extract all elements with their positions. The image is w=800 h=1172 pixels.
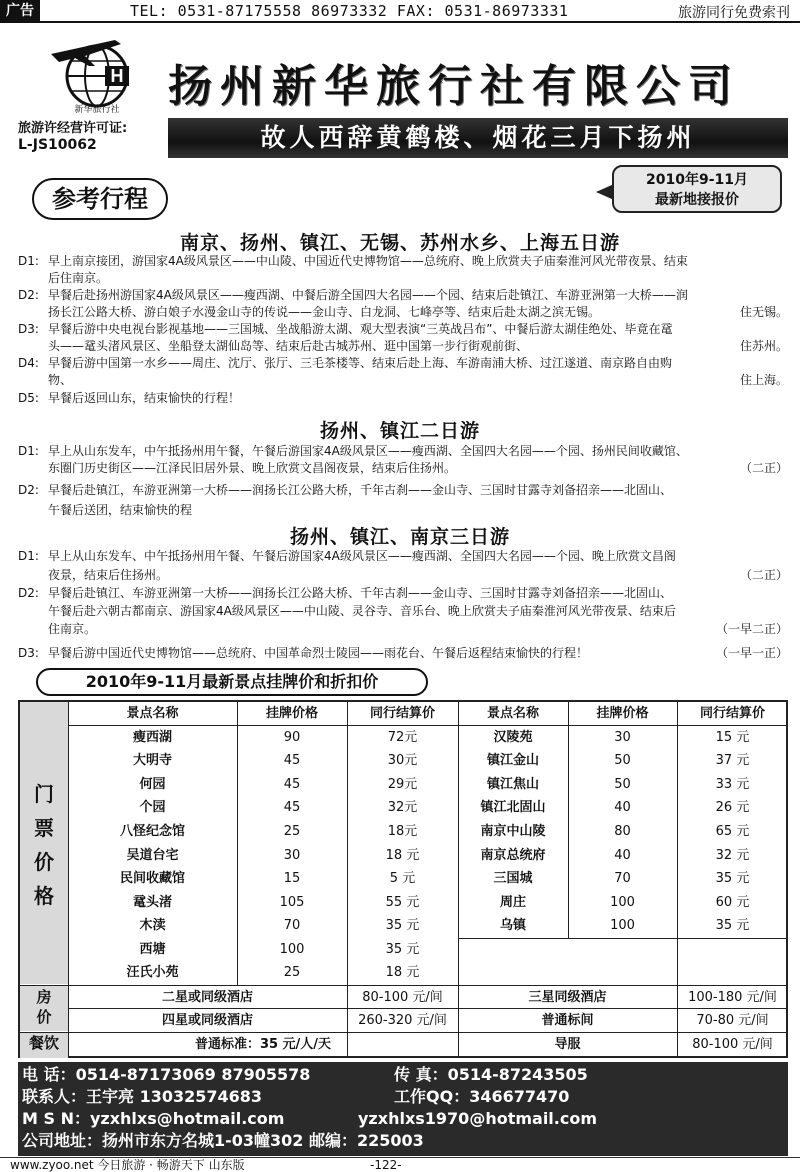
itinerary-day <box>18 321 788 355</box>
room-price: 100-180 元/间 <box>688 990 777 1005</box>
bubble-line-2: 最新地接报价 <box>655 192 739 208</box>
contact-block <box>18 1062 788 1156</box>
day-tail: （一早二正） <box>715 622 788 636</box>
meal-label: 餐饮 <box>20 1032 68 1058</box>
list-price: 50 <box>614 753 631 768</box>
day-tail: 住苏州。 <box>739 339 788 353</box>
itinerary-day <box>18 645 788 662</box>
attraction-name: 南京总统府 <box>480 848 546 863</box>
list-price: 100 <box>610 918 635 933</box>
agency-price: 37 元 <box>715 753 750 768</box>
agency-price: 5 元 <box>389 871 416 886</box>
logo-letter: H <box>110 66 124 86</box>
agency-price: 35 元 <box>715 871 750 886</box>
license-number: L-JS10062 <box>18 137 97 153</box>
day-text: 早餐后返回山东，结束愉快的行程！ <box>48 391 241 405</box>
itinerary-day <box>18 585 788 639</box>
itinerary-day <box>18 253 788 287</box>
ad-label: 广告 <box>0 0 40 22</box>
agency-price: 60 元 <box>715 895 750 910</box>
list-price: 105 <box>279 895 305 910</box>
agency-price: 72元 <box>387 730 418 745</box>
list-price: 90 <box>283 730 301 745</box>
itinerary-day <box>18 355 788 389</box>
agency-price: 35 元 <box>385 942 420 957</box>
attraction-name: 汉陵苑 <box>493 730 533 745</box>
list-price: 40 <box>614 800 631 815</box>
attraction-name: 南京中山陵 <box>480 824 546 839</box>
msn-2: yzxhlxs1970@hotmail.com <box>358 1109 598 1128</box>
footer <box>0 1157 800 1172</box>
phone: 电 话：0514-87173069 87905578 <box>22 1065 311 1084</box>
room-label <box>20 985 68 1031</box>
logo-caption: 新华旅行社 <box>74 105 120 114</box>
day-label: D2: <box>18 586 39 600</box>
msn: M S N：yzxhlxs@hotmail.com <box>22 1109 285 1128</box>
day-label: D5: <box>18 391 39 405</box>
day-label: D1: <box>18 444 39 458</box>
attraction-name: 乌镇 <box>499 918 526 933</box>
day-text: 住南京。 <box>48 622 97 636</box>
room-label-char: 价 <box>36 1008 52 1026</box>
price-table-title: 2010年9-11月最新景点挂牌价和折扣价 <box>36 668 428 696</box>
day-text: 早上从山东发车，中午抵扬州用午餐，午餐后游国家4A级风景区——瘦西湖、全国四大名园——个园、扬州民间收藏馆、 <box>48 444 688 458</box>
agency-price: 30元 <box>387 753 418 768</box>
day-label: D4: <box>18 356 39 370</box>
header-cell: 同行结算价 <box>699 706 765 721</box>
room-label-char: 房 <box>36 988 52 1006</box>
page-number: -122- <box>370 1158 402 1172</box>
license-info <box>18 121 127 153</box>
itinerary-day <box>18 482 788 516</box>
price-table <box>18 700 788 1058</box>
day-text: 头——鼋头渚风景区、坐船登太湖仙岛等、结束后赴古城苏州、逛中国第一步行街观前街、 <box>48 339 529 353</box>
agency-price: 15 元 <box>715 730 750 745</box>
fax: 传 真：0514-87243505 <box>394 1065 588 1084</box>
room-type: 三星同级酒店 <box>528 990 607 1005</box>
attraction-name: 大明寺 <box>132 753 172 768</box>
attraction-name: 镇江金山 <box>486 753 539 768</box>
room-type: 二星或同级酒店 <box>161 990 253 1005</box>
agency-price: 55 元 <box>385 895 420 910</box>
room-type: 普通标间 <box>541 1013 594 1028</box>
list-price: 70 <box>614 871 631 886</box>
header-cell: 同行结算价 <box>369 706 435 721</box>
attraction-name: 镇江焦山 <box>486 777 539 792</box>
header-cell: 挂牌价格 <box>596 706 649 721</box>
day-text: 早上从山东发车、中午抵扬州用午餐、午餐后游国家4A级风景区——瘦西湖、全国四大名园——个园、晚上欣赏文昌阁 <box>48 549 676 563</box>
attraction-name: 三国城 <box>493 871 533 886</box>
day-tail: 住上海。 <box>739 373 788 387</box>
ticket-label <box>20 702 68 984</box>
contact-row <box>22 1130 784 1152</box>
tour-title: 扬州、镇江二日游 <box>319 420 480 442</box>
list-price: 100 <box>610 895 635 910</box>
agency-price: 32元 <box>387 800 418 815</box>
agency-price: 32 元 <box>715 848 750 863</box>
list-price: 25 <box>283 824 301 839</box>
agency-price: 33 元 <box>715 777 750 792</box>
section-title: 参考行程 <box>32 178 168 220</box>
itinerary-day <box>18 548 788 582</box>
contact-person: 联系人：王宇亮 13032574683 <box>22 1087 263 1106</box>
room-price: 80-100 元/间 <box>362 990 443 1005</box>
grid-line <box>458 938 786 939</box>
attraction-name: 八怪纪念馆 <box>119 824 185 839</box>
guide-label: 导服 <box>554 1037 581 1052</box>
room-price: 260-320 元/间 <box>358 1013 447 1028</box>
day-text: 物、 <box>48 373 73 387</box>
list-price: 45 <box>283 753 301 768</box>
agency-price: 18 元 <box>385 848 420 863</box>
qq: 工作QQ：346677470 <box>394 1087 570 1106</box>
day-label: D2: <box>18 288 39 302</box>
attraction-name: 西塘 <box>139 942 166 957</box>
list-price: 45 <box>283 777 301 792</box>
day-text: 夜景，结束后住扬州。 <box>48 568 169 582</box>
list-price: 25 <box>283 965 301 980</box>
list-price: 50 <box>614 777 631 792</box>
day-text: 早餐后游中国近代史博物馆——总统府、中国革命烈士陵园——雨花台、午餐后返程结束愉快的行程！ <box>48 646 589 660</box>
list-price: 30 <box>614 730 631 745</box>
itinerary-day <box>18 443 788 477</box>
day-text: 早餐后游中国第一水乡——周庄、沈厅、张厅、三毛茶楼等、结束后赴上海、车游南浦大桥、过江遂道、南京路自由购 <box>48 356 673 370</box>
attraction-name: 何园 <box>139 777 166 792</box>
ticket-label-char: 票 <box>34 816 54 840</box>
agency-price: 29元 <box>387 777 418 792</box>
day-label: D1: <box>18 549 39 563</box>
agency-price: 18元 <box>387 824 418 839</box>
ticket-label-char: 价 <box>34 850 54 874</box>
address: 公司地址：扬州市东方名城1-03幢302 邮编：225003 <box>22 1131 424 1150</box>
attraction-name: 瘦西湖 <box>132 730 172 745</box>
day-text: 午餐后送团，结束愉快的程 <box>48 503 193 517</box>
bubble-line-1: 2010年9-11月 <box>646 172 748 188</box>
contact-row <box>22 1064 784 1086</box>
day-text: 早上南京接团，游国家4A级风景区——中山陵、中国近代史博物馆——总统府、晚上欣赏夫子庙秦淮河风光带夜景、结束 <box>48 254 688 268</box>
top-right-text: 旅游同行免费索刊 <box>678 5 790 21</box>
day-label: D3: <box>18 322 39 336</box>
tel-fax: TEL: 0531-87175558 86973332 FAX: 0531-86973331 <box>130 2 569 20</box>
attraction-name: 民间收藏馆 <box>119 871 185 886</box>
agency-price: 35 元 <box>715 918 750 933</box>
itinerary-day <box>18 287 788 321</box>
company-logo <box>45 36 143 114</box>
list-price: 80 <box>614 824 631 839</box>
license-label: 旅游许经营许可证: <box>18 121 128 136</box>
meal-standard: 普通标准：35 元/人/天 <box>194 1037 332 1052</box>
agency-price: 35 元 <box>385 918 420 933</box>
day-text: 早餐后赴扬州游国家4A级风景区——瘦西湖、中餐后游全国四大名园——个园、结束后赴镇江、车游亚洲第一大桥——润 <box>48 288 688 302</box>
header-cell: 景点名称 <box>126 706 179 721</box>
room-type: 四星或同级酒店 <box>161 1013 253 1028</box>
day-tail: （一早一正） <box>715 646 788 660</box>
room-price: 70-80 元/间 <box>696 1013 769 1028</box>
attraction-name: 鼋头渚 <box>132 895 172 910</box>
tour-title: 南京、扬州、镇江、无锡、苏州水乡、上海五日游 <box>179 232 620 254</box>
footer-site: www.zyoo.net 今日旅游 · 畅游天下 山东版 <box>10 1158 245 1172</box>
day-text: 早餐后赴镇江，车游亚洲第一大桥——润扬长江公路大桥，千年古刹——金山寺、三国时甘露寺刘备招亲——北固山、 <box>48 483 673 497</box>
slogan-banner: 故人西辞黄鹤楼、烟花三月下扬州 <box>168 118 788 158</box>
contact-row <box>22 1108 784 1130</box>
list-price: 45 <box>283 800 301 815</box>
itinerary-day <box>18 390 788 407</box>
day-tail: （二正） <box>739 568 788 582</box>
top-bar <box>0 0 800 22</box>
tour-title: 扬州、镇江、南京三日游 <box>289 526 510 548</box>
list-price: 70 <box>283 918 301 933</box>
list-price: 15 <box>283 871 301 886</box>
day-label: D2: <box>18 483 39 497</box>
contact-row <box>22 1086 784 1108</box>
header-cell: 景点名称 <box>486 706 539 721</box>
day-tail: （二正） <box>739 461 788 475</box>
globe-plane-icon <box>45 36 143 114</box>
day-text: 早餐后赴镇江、车游亚洲第一大桥——润扬长江公路大桥、千年古刹——金山寺、三国时甘露寺刘备招亲——北固山、 <box>48 586 673 600</box>
list-price: 30 <box>283 848 301 863</box>
agency-price: 18 元 <box>385 965 420 980</box>
guide-price: 80-100 元/间 <box>692 1037 773 1052</box>
day-text: 午餐后赴六朝古都南京、游国家4A级风景区——中山陵、灵谷寺、音乐台、晚上欣赏夫子庙秦淮河风光带夜景、结束后 <box>48 604 676 618</box>
attraction-name: 吴道台宅 <box>126 848 179 863</box>
day-label: D1: <box>18 254 39 268</box>
day-tail: 住无锡。 <box>739 305 788 319</box>
attraction-name: 木渎 <box>139 918 166 933</box>
agency-price: 65 元 <box>715 824 750 839</box>
attraction-name: 个园 <box>139 800 166 815</box>
day-text: 东圈门历史街区——江泽民旧居外景、晚上欣赏文昌阁夜景，结束后住扬州。 <box>48 461 457 475</box>
agency-price: 26 元 <box>715 800 750 815</box>
attraction-name: 镇江北固山 <box>480 800 546 815</box>
attraction-name: 汪氏小苑 <box>126 965 179 980</box>
ticket-label-char: 格 <box>34 884 54 908</box>
date-bubble <box>612 165 782 213</box>
list-price: 40 <box>614 848 631 863</box>
top-divider <box>0 21 800 23</box>
day-text: 后住南京。 <box>48 271 109 285</box>
header-cell: 挂牌价格 <box>265 706 318 721</box>
company-name: 扬州新华旅行社有限公司 <box>168 61 740 112</box>
list-price: 100 <box>279 942 305 957</box>
day-text: 扬长江公路大桥、游白娘子水漫金山寺的传说——金山寺、白龙洞、七峰亭等、结束后赴太湖之滨无锡。 <box>48 305 601 319</box>
day-label: D3: <box>18 646 39 660</box>
attraction-name: 周庄 <box>499 895 526 910</box>
ticket-label-char: 门 <box>34 782 54 806</box>
day-text: 早餐后游中央电视台影视基地——三国城、坐战船游太湖、观大型表演“三英战吕布”、中餐后游太湖佳绝处、毕竟在鼋 <box>48 322 673 336</box>
